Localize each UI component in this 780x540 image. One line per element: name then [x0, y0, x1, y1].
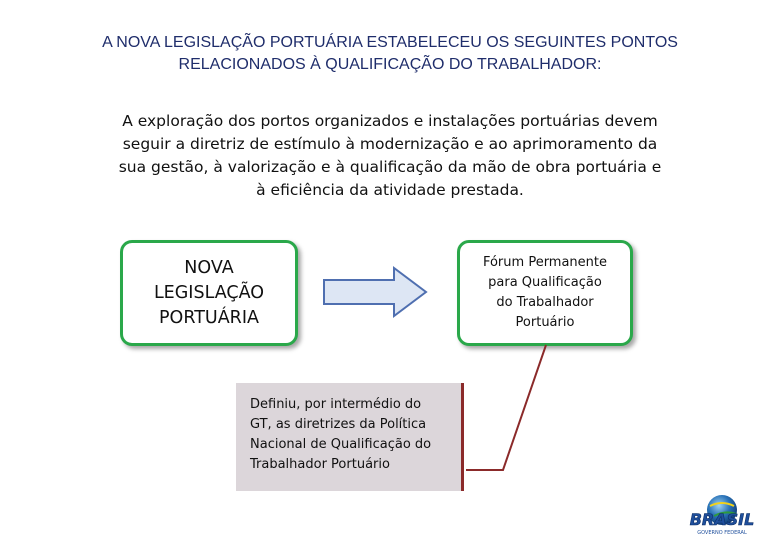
intro-line-4: à eficiência da atividade prestada.: [256, 181, 524, 199]
nova-legislacao-box: [120, 240, 298, 346]
bottom-box-line-4: Trabalhador Portuário: [250, 457, 390, 472]
title-line-2: RELACIONADOS À QUALIFICAÇÃO DO TRABALHADOR:: [178, 56, 602, 73]
intro-line-2: seguir a diretriz de estímulo à modernização e ao aprimoramento da: [122, 135, 658, 153]
definiu-box: [236, 383, 464, 491]
bottom-box-line-1: Definiu, por intermédio do: [250, 397, 422, 412]
intro-line-3: sua gestão, à valorização e à qualificação da mão de obra portuária e: [118, 158, 662, 176]
logo-subtext: GOVERNO FEDERAL: [697, 530, 747, 536]
right-box-line-3: do Trabalhador: [496, 295, 594, 310]
forum-permanente-box: [457, 240, 633, 346]
left-box-line-3: PORTUÁRIA: [159, 307, 259, 328]
intro-paragraph: [82, 110, 698, 202]
logo-text: BRASIL: [689, 510, 755, 529]
title-line-1: A NOVA LEGISLAÇÃO PORTUÁRIA ESTABELECEU OS SEGUINTES PONTOS: [102, 34, 678, 51]
left-box-line-2: LEGISLAÇÃO: [153, 282, 265, 303]
brasil-logo: [674, 492, 770, 536]
bottom-box-line-2: GT, as diretrizes da Política: [250, 417, 427, 432]
bottom-box-line-3: Nacional de Qualificação do: [250, 437, 432, 452]
intro-line-1: A exploração dos portos organizados e instalações portuárias devem: [122, 112, 658, 130]
right-box-line-4: Portuário: [515, 315, 575, 330]
right-box-line-2: para Qualificação: [488, 275, 602, 290]
slide-title: [40, 32, 740, 76]
right-box-line-1: Fórum Permanente: [482, 255, 608, 270]
right-arrow-icon: [322, 266, 430, 318]
left-box-line-1: NOVA: [184, 257, 234, 278]
